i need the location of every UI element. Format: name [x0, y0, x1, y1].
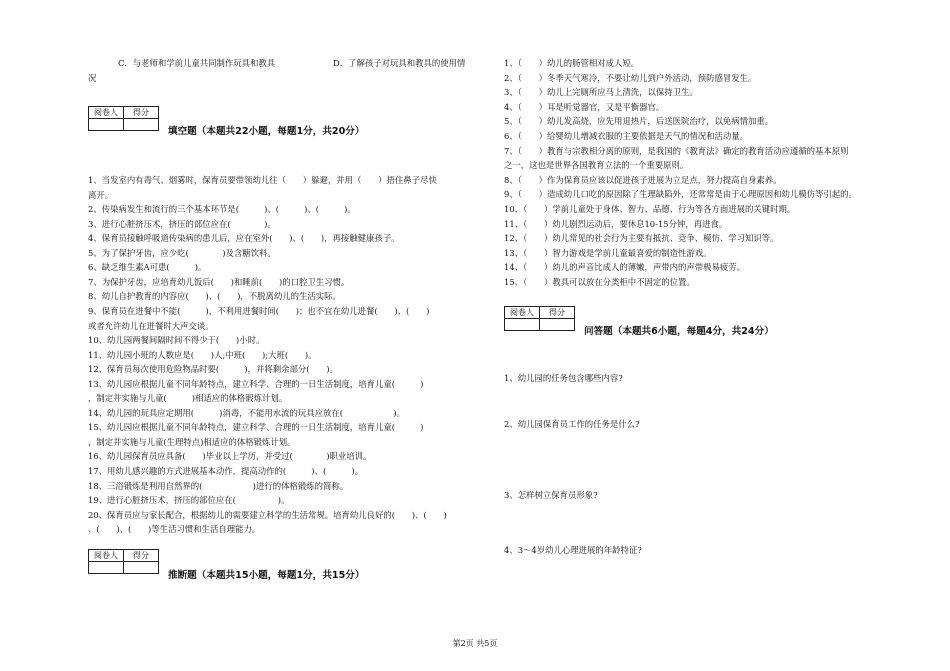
fill-question-line: ，制定并实施与儿童(生理特点)相适应的体格锻炼计划。 [88, 436, 296, 447]
judge-question-line: 6、（ ）给婴幼儿增减衣服的主要依据是天气的情况和活动量。 [504, 131, 749, 141]
fill-section-title: 填空题（本题共22小题，每题1分，共20分） [168, 126, 365, 137]
grader-label: 阅卷人 [89, 107, 124, 119]
qa-question: 2、幼儿园保育员工作的任务是什么? [504, 419, 640, 429]
fill-question-line: 12、保育员每次使用危险物品时要( )，并将剩余部分( )。 [88, 364, 338, 375]
page-number: 第2页 共5页 [452, 639, 498, 648]
fill-question-line: 9、保育员在进餐中不能( )，不利用进餐时间( )；也不宜在幼儿进餐( )、( ) [88, 305, 430, 316]
fill-question-line: 3、进行心脏挤压术，挤压的部位应在( )。 [88, 218, 276, 229]
judge-question-line: 3、（ ）幼儿上完厕所应马上清洗，以保持卫生。 [504, 87, 698, 98]
fill-question-line: 11、幼儿园小班的人数应是( )人;中班( );大班( )。 [88, 349, 317, 360]
judge-question-line: 9、（ ）造成幼儿口吃的原因除了生理缺陷外，还常常是由于心理原因和幼儿模仿等引起的。 [504, 189, 857, 200]
score-label: 得分 [124, 107, 159, 119]
qa-question: 1、幼儿园的任务包含哪些内容? [504, 373, 623, 383]
fill-question-line: 14、幼儿园的玩具应定期用( )消毒，不能用水流的玩具应放在( )。 [88, 407, 405, 418]
judge-question-line: 11、（ ）幼儿剧烈运动后，要休息10-15分钟，再进食。 [504, 218, 728, 229]
fill-question-line: 19、进行心脏挤压术，挤压的部位应在( )。 [88, 495, 290, 506]
score-label: 得分 [124, 550, 159, 562]
fill-question-line: 离开。 [88, 189, 114, 200]
judge-section-title: 推断题（本题共15小题，每题1分，共15分） [168, 570, 365, 581]
judge-question-line: 2、（ ）冬季天气寒冷，不要让幼儿到户外活动，预防感冒发生。 [504, 72, 757, 83]
judge-question-line: 之一，这也是世界各国教育立法的一个重要原则。 [504, 160, 689, 171]
judge-question-line: 15、（ ）教具可以放在分类柜中不固定的位置。 [504, 277, 695, 287]
fill-question-line: 16、幼儿园保育员应具备( )毕业以上学历，并受过( )职业培训。 [88, 451, 372, 462]
judge-question-line: 7、（ ）教育与宗教相分离的原则，是我国的《教育法》确定的教育活动应遵循的基本原则 [504, 145, 849, 156]
judge-question-line: 13、（ ）智力游戏是学前儿童最喜爱的制造性游戏。 [504, 247, 712, 258]
fill-question-line: 4、保育员接触呼吸道传染病的患儿后，应在室外( )、( )，再接触健康孩子。 [88, 233, 400, 244]
judge-question-line: 5、（ ）幼儿发高烧，应先用退热片，后送医院治疗，以免病情加重。 [504, 116, 774, 127]
qa-question: 4、3～4岁幼儿心理进展的年龄特征? [504, 545, 642, 555]
judge-question-line: 10、（ ）学前儿童处于身体、智力、品德、行为等各方面进展的关键时期。 [504, 204, 796, 214]
fill-question-line: 或者允许幼儿在进餐时大声交谈。 [88, 320, 214, 331]
judge-score-table [88, 549, 159, 574]
fill-question-line: 8、幼儿自护教育的内容应( )、( )，不脱离幼儿的生活实际。 [88, 291, 341, 302]
option-line: D．了解孩子对玩具和教具的使用情 [333, 58, 466, 68]
option-line: C．与老师和学前儿童共同制作玩具和教具 [118, 58, 276, 68]
qa-score-table [504, 306, 575, 331]
fill-question-line: 15、幼儿园应根据儿童不同年龄特点，建立科学、合理的一日生活制度，培育儿童( ) [88, 422, 424, 433]
fill-score-table [88, 106, 159, 131]
judge-question-line: 14、（ ）幼儿的声音比成人的薄嫩，声带内的声带极易疲劳。 [504, 262, 745, 273]
fill-question-line: 、( )、( )等生活习惯和生活自理能力。 [88, 524, 261, 535]
judge-question-line: 4、（ ）耳是听觉器官，又是平衡器官。 [504, 101, 665, 112]
judge-question-line: 8、（ ）作为保育员应该以促进孩子进展为立足点，努力提高自身素养。 [504, 174, 782, 185]
fill-question-line: 20、保育员应与家长配合，根据幼儿的需要建立科学的生活常规。培育幼儿良好的( )、( ) [88, 509, 447, 520]
grader-label: 阅卷人 [505, 307, 540, 319]
fill-question-line: 10、幼儿园两餐间隔时间不得少于( )小时。 [88, 335, 265, 346]
fill-question-line: 17、用幼儿感兴趣的方式进展基本动作，提高动作的( )、( )。 [88, 466, 363, 476]
grader-label: 阅卷人 [89, 550, 124, 562]
score-label: 得分 [540, 307, 575, 319]
qa-section-title: 问答题（本题共6小题，每题4分，共24分） [584, 326, 774, 337]
fill-question-line: 7、为保护牙齿，应培育幼儿饭后( )和睡前( )的口腔卫生习惯。 [88, 276, 350, 287]
judge-question-line: 1、（ ）幼儿的肠管相对成人短。 [504, 58, 640, 68]
fill-question-line: 1、当发室内有毒气、烟雾时，保育员要带领幼儿往（ ）躲避，并用（ ）捂住鼻子尽快 [88, 175, 437, 185]
fill-question-line: 6、缺乏维生素A可患( )。 [88, 262, 207, 273]
fill-question-line: 13、幼儿园应根据儿童不同年龄特点，建立科学、合理的一日生活制度，培育儿童( ) [88, 378, 424, 389]
judge-question-line: 12、（ ）幼儿常见的社会行为主要有抵抗、竞争、模仿、学习知识等。 [504, 233, 779, 244]
fill-question-line: 2、传染病发生和流行的三个基本环节是( )、( )、( )。 [88, 204, 356, 215]
qa-question: 3、怎样树立保育员形象? [504, 490, 598, 500]
option-line: 况 [88, 73, 97, 83]
fill-question-line: ，制定并实施与儿童( )相适应的体格锻炼计划。 [88, 393, 288, 404]
fill-question-line: 18、三浴锻炼是利用自然界的( )进行的体格锻炼的简称。 [88, 480, 349, 491]
fill-question-line: 5、为了保护牙齿，应少吃( )及含糖饮料。 [88, 247, 276, 258]
